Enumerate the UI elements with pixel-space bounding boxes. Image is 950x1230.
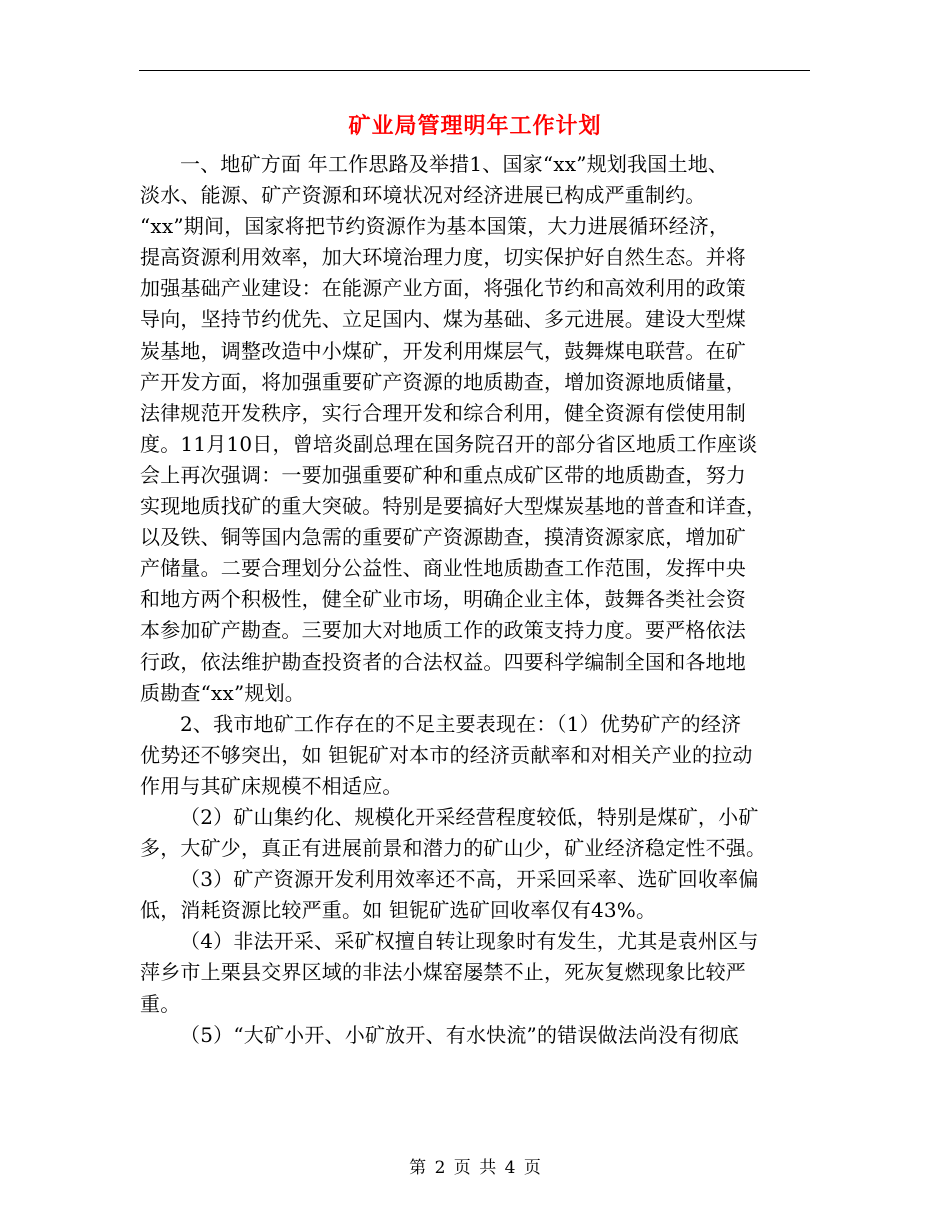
body-line: （5）“大矿小开、小矿放开、有水快流”的错误做法尚没有彻底 (180, 1022, 739, 1047)
body-line: 导向，坚持节约优先、立足国内、煤为基础、多元进展。建设大型煤 (140, 307, 746, 332)
body-line: （4）非法开采、采矿权擅自转让现象时有发生，尤其是袁州区与 (180, 929, 759, 954)
body-line: 提高资源利用效率，加大环境治理力度，切实保护好自然生态。并将 (140, 245, 746, 270)
body-line: 本参加矿产勘查。三要加大对地质工作的政策支持力度。要严格依法 (140, 618, 746, 643)
body-line: 会上再次强调：一要加强重要矿种和重点成矿区带的地质勘查，努力 (140, 462, 746, 487)
body-line: 加强基础产业建设：在能源产业方面，将强化节约和高效利用的政策 (140, 276, 746, 301)
body-line: 法律规范开发秩序，实行合理开发和综合利用，健全资源有偿使用制 (140, 400, 746, 425)
body-line: 和地方两个积极性，健全矿业市场，明确企业主体，鼓舞各类社会资 (140, 587, 746, 612)
body-line: 度。11月10日，曾培炎副总理在国务院召开的部分省区地质工作座谈 (140, 431, 758, 456)
body-line: 以及铁、铜等国内急需的重要矿产资源勘查，摸清资源家底，增加矿 (140, 525, 746, 550)
body-line: 炭基地，调整改造中小煤矿，开发利用煤层气，鼓舞煤电联营。在矿 (140, 338, 746, 363)
body-line: 产储量。二要合理划分公益性、商业性地质勘查工作范围，发挥中央 (140, 556, 746, 581)
header-rule (139, 70, 810, 71)
document-body (140, 149, 810, 1051)
page-footer: 第 2 页 共 4 页 (409, 1158, 541, 1178)
body-line: 重。 (140, 991, 181, 1016)
body-line: “xx”期间，国家将把节约资源作为基本国策，大力进展循环经济， (140, 214, 730, 239)
body-line: 实现地质找矿的重大突破。特别是要搞好大型煤炭基地的普查和详查， (140, 494, 767, 519)
body-line: 多，大矿少，真正有进展前景和潜力的矿山少，矿业经济稳定性不强。 (140, 836, 767, 861)
body-line: 萍乡市上栗县交界区域的非法小煤窑屡禁不止，死灰复燃现象比较严 (140, 960, 746, 985)
body-line: 产开发方面，将加强重要矿产资源的地质勘查，增加资源地质储量， (140, 369, 746, 394)
body-line: （3）矿产资源开发利用效率还不高，开采回采率、选矿回收率偏 (180, 867, 759, 892)
body-line: 作用与其矿床规模不相适应。 (140, 773, 403, 798)
body-line: 淡水、能源、矿产资源和环境状况对经济进展已构成严重制约。 (140, 183, 706, 208)
body-line: 一、地矿方面 年工作思路及举措1、国家“xx”规划我国土地、 (180, 152, 729, 176)
body-line: （2）矿山集约化、规模化开采经营程度较低，特别是煤矿，小矿 (180, 804, 759, 829)
body-line: 行政，依法维护勘查投资者的合法权益。四要科学编制全国和各地地 (140, 649, 746, 674)
document-title: 矿业局管理明年工作计划 (348, 113, 602, 139)
body-line: 低，消耗资源比较严重。如 钽铌矿选矿回收率仅有43%。 (140, 898, 657, 923)
body-line: 质勘查“xx”规划。 (140, 680, 306, 705)
body-line: 2、我市地矿工作存在的不足主要表现在：（1）优势矿产的经济 (180, 711, 742, 736)
body-line: 优势还不够突出，如 钽铌矿对本市的经济贡献率和对相关产业的拉动 (140, 742, 753, 767)
